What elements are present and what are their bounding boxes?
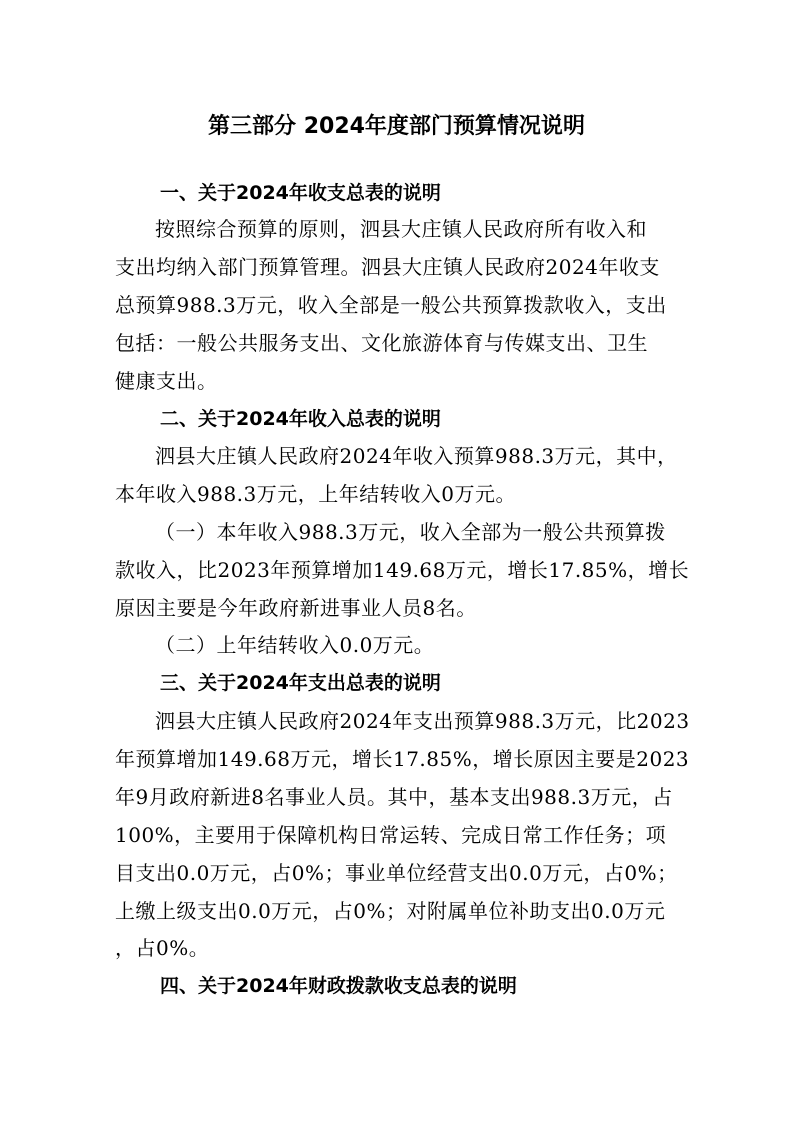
paragraph-line: 按照综合预算的原则，泗县大庄镇人民政府所有收入和 bbox=[155, 217, 647, 241]
paragraph-line: 包括：一般公共服务支出、文化旅游体育与传媒支出、卫生 bbox=[115, 331, 648, 355]
paragraph-line: 年预算增加149.68万元，增长17.85%，增长原因主要是2023 bbox=[115, 747, 690, 771]
paragraph-line: 泗县大庄镇人民政府2024年支出预算988.3万元，比2023 bbox=[155, 709, 690, 733]
paragraph-line: 上缴上级支出0.0万元，占0%；对附属单位补助支出0.0万元 bbox=[115, 899, 666, 923]
paragraph-line: 目支出0.0万元，占0%；事业单位经营支出0.0万元，占0%； bbox=[115, 861, 678, 885]
paragraph-line: ，占0%。 bbox=[115, 936, 210, 960]
paragraph-line: 泗县大庄镇人民政府2024年收入预算988.3万元，其中， bbox=[155, 444, 678, 468]
paragraph-line: 款收入，比2023年预算增加149.68万元，增长17.85%，增长 bbox=[115, 558, 690, 582]
paragraph-line: 总预算988.3万元，收入全部是一般公共预算拨款收入，支出 bbox=[115, 293, 667, 317]
paragraph-line: 支出均纳入部门预算管理。泗县大庄镇人民政府2024年收支 bbox=[115, 255, 660, 279]
section-heading-2: 二、关于2024年收入总表的说明 bbox=[160, 408, 441, 430]
section-heading-3: 三、关于2024年支出总表的说明 bbox=[160, 672, 441, 694]
paragraph-line: 本年收入988.3万元，上年结转收入0万元。 bbox=[115, 482, 516, 506]
page-title: 第三部分 2024年度部门预算情况说明 bbox=[208, 114, 585, 139]
paragraph-line: 健康支出。 bbox=[115, 369, 218, 393]
paragraph-line: 100%，主要用于保障机构日常运转、完成日常工作任务；项 bbox=[115, 823, 667, 847]
section-heading-4: 四、关于2024年财政拨款收支总表的说明 bbox=[160, 975, 517, 997]
section-heading-1: 一、关于2024年收支总表的说明 bbox=[160, 182, 441, 204]
paragraph-line: 原因主要是今年政府新进事业人员8名。 bbox=[115, 596, 477, 620]
paragraph-line: 年9月政府新进8名事业人员。其中，基本支出988.3万元，占 bbox=[115, 785, 673, 809]
paragraph-line: （二）上年结转收入0.0万元。 bbox=[155, 633, 435, 657]
paragraph-line: （一）本年收入988.3万元，收入全部为一般公共预算拨 bbox=[155, 520, 666, 544]
